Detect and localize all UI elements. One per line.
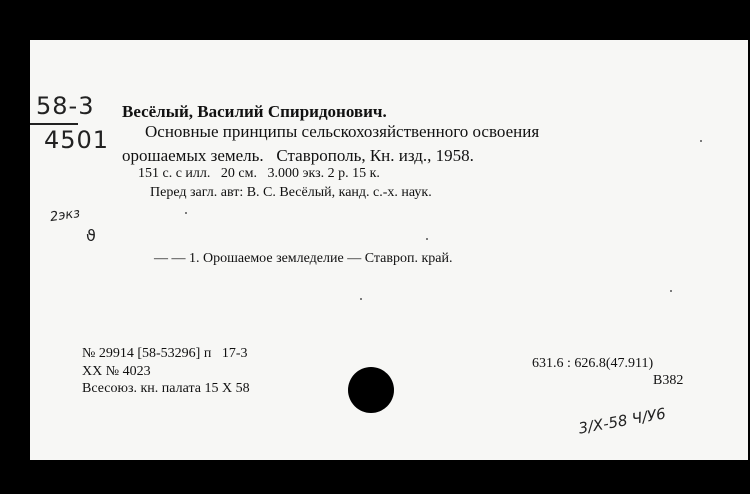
scan-speck [185, 212, 187, 214]
call-number-top: 58-3 [36, 92, 95, 120]
author-heading: Весёлый, Василий Спиридонович. [122, 102, 387, 121]
catalog-card [30, 40, 748, 460]
handwritten-mark: ϑ [86, 226, 96, 245]
scan-speck [670, 290, 672, 292]
title-line-1: Основные принципы сельскохозяйственного освоения [145, 122, 540, 141]
registration-line-2: XX № 4023 [82, 364, 151, 379]
scan-speck [360, 298, 362, 300]
handwritten-copies-note: 2экз [49, 205, 82, 226]
note-line: Перед загл. авт: В. С. Весёлый, канд. с.-х. наук. [150, 185, 432, 200]
classification-index: 631.6 : 626.8(47.911) [532, 356, 654, 371]
scan-speck [426, 238, 428, 240]
handwritten-date-note: 3/Х-58 Ч/У6 [577, 404, 668, 438]
subject-heading: — — 1. Орошаемое земледелие — Ставроп. край. [154, 251, 453, 266]
scan-speck [700, 140, 702, 142]
title-line-2: орошаемых земель. Ставрополь, Кн. изд., 1958. [122, 146, 474, 165]
registration-line-3: Всесоюз. кн. палата 15 X 58 [82, 381, 250, 396]
classification-code: B382 [653, 373, 684, 388]
punch-hole [348, 367, 394, 413]
description-line: 151 с. с илл. 20 см. 3.000 экз. 2 р. 15 к. [138, 166, 380, 181]
call-number-bottom: 4501 [44, 126, 110, 154]
call-number-divider [30, 123, 78, 125]
registration-line-1: № 29914 [58-53296] п 17-3 [82, 346, 248, 361]
